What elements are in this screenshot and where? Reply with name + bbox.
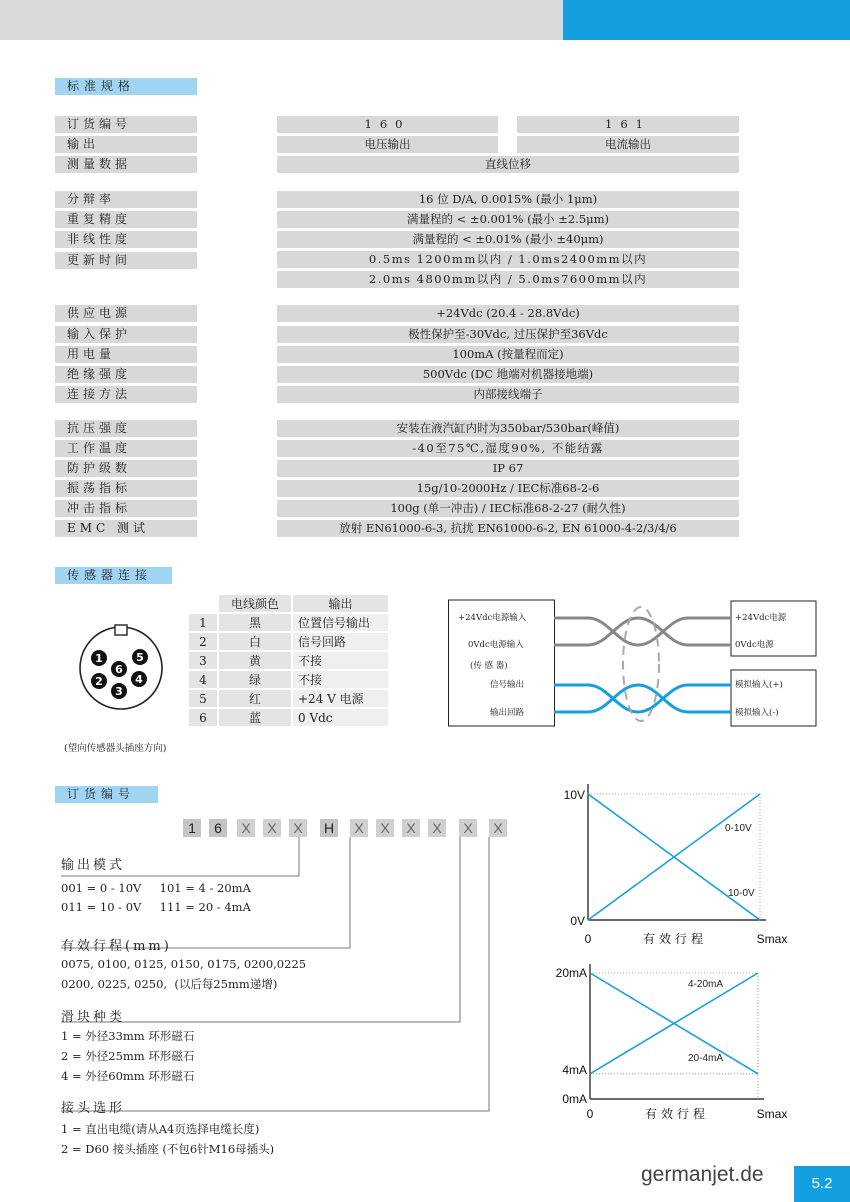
spec-value-insulation: 500Vdc (DC 地端对机器接地端) [277, 366, 739, 383]
spec-label-temp: 工作温度 [55, 440, 197, 457]
blue-wire-1 [554, 685, 731, 712]
wiring-right-label: 模拟输入(-) [735, 708, 779, 718]
spec-value-order-no-1: 160 [277, 116, 498, 133]
spec-label-order-no: 订货编号 [55, 116, 197, 133]
row-pin: 1 [189, 614, 217, 631]
group-line: 0200, 0225, 0250, (以后每25mm递增) [61, 977, 278, 991]
table-row [189, 671, 388, 688]
pin-2-label: 2 [95, 675, 103, 688]
spec-value-shock: 100g (单一冲击) / IEC标准68-2-27 (耐久性) [277, 500, 739, 517]
spec-value-vibration: 15g/10-2000Hz / IEC标准68-2-6 [277, 480, 739, 497]
spec-value-emc: 放射 EN61000-6-3, 抗扰 EN61000-6-2, EN 61000-4-2/3/4/6 [277, 520, 739, 537]
pin-3-label: 3 [115, 685, 123, 698]
blue-wires [554, 685, 731, 712]
page-number: 5.2 [794, 1166, 850, 1202]
series-label: 20-4mA [688, 1053, 724, 1064]
group-line: 1 = 直出电缆(请从A4页选择电缆长度) [61, 1122, 260, 1136]
row-color: 白 [219, 633, 291, 650]
row-pin: 3 [189, 652, 217, 669]
row-output: 位置信号输出 [293, 614, 388, 631]
spec-value-connection: 内部接线端子 [277, 386, 739, 403]
group-title-connector: 接头选形 [61, 1101, 126, 1116]
spec-label-vibration: 振荡指标 [55, 480, 197, 497]
connector-table-header [189, 595, 388, 612]
spec-label-protection: 防护级数 [55, 460, 197, 477]
spec-label-linearity: 非线性度 [55, 231, 197, 248]
row-color: 蓝 [219, 709, 291, 726]
spec-value-measure: 直线位移 [277, 156, 739, 173]
spec-label-emc: EMC 测试 [55, 520, 197, 537]
wiring-right-label: +24Vdc电源 [735, 613, 787, 623]
group-line: 001 = 0 - 10V 101 = 4 - 20mA [61, 881, 251, 895]
spec-label-power: 用电量 [55, 346, 197, 363]
current-chart [540, 960, 800, 1125]
shield-ellipse [623, 607, 659, 721]
x-tick-label: 0 [586, 1107, 594, 1121]
order-code-x: X [289, 819, 307, 837]
order-code-x: X [402, 819, 420, 837]
connector-pin-diagram [76, 622, 166, 712]
spec-value-order-no-2: 161 [517, 116, 739, 133]
order-code-digit: 6 [209, 819, 227, 837]
row-output: 不接 [293, 671, 388, 688]
spec-value-temp: -40至75℃,湿度90%, 不能结露 [277, 440, 739, 457]
group-title-stroke: 有效行程(mm) [61, 939, 172, 954]
connector-caption: (望向传感器头插座方向) [64, 743, 167, 754]
row-pin: 2 [189, 633, 217, 650]
spec-value-output-1: 电压输出 [277, 136, 498, 153]
spec-value-power: 100mA (按量程而定) [277, 346, 739, 363]
y-tick-label: 0V [570, 914, 585, 928]
spec-label-insulation: 绝缘强度 [55, 366, 197, 383]
spec-value-input-protect: 极性保护至-30Vdc, 过压保护至36Vdc [277, 326, 739, 343]
series-label: 4-20mA [688, 979, 724, 990]
x-tick-label: Smax [756, 1107, 788, 1121]
row-color: 绿 [219, 671, 291, 688]
spec-label-resolution: 分辩率 [55, 191, 197, 208]
spec-label-pressure: 抗压强度 [55, 420, 197, 437]
wiring-left-label: 0Vdc电源输入 [468, 640, 524, 650]
row-color: 黄 [219, 652, 291, 669]
y-tick-label: 20mA [555, 966, 587, 980]
order-code-digit: 1 [183, 819, 201, 837]
row-pin: 5 [189, 690, 217, 707]
wiring-left-label: +24Vdc电源输入 [458, 613, 527, 623]
row-output: +24 V 电源 [293, 690, 388, 707]
connector-key [115, 625, 127, 635]
table-row [189, 652, 388, 669]
group-line: 011 = 10 - 0V 111 = 20 - 4mA [61, 900, 251, 914]
row-pin: 4 [189, 671, 217, 688]
series-label: 10-0V [728, 888, 755, 899]
order-code-x: X [350, 819, 368, 837]
group-title-output-mode: 输出模式 [61, 858, 126, 873]
spec-label-update: 更新时间 [55, 252, 197, 269]
order-code-h: H [320, 819, 338, 837]
spec-value-pressure: 安装在液汽缸内时为350bar/530bar(峰值) [277, 420, 739, 437]
row-output: 信号回路 [293, 633, 388, 650]
gray-wire-1 [554, 618, 731, 645]
spec-label-measure: 测量数据 [55, 156, 197, 173]
spec-value-supply: +24Vdc (20.4 - 28.8Vdc) [277, 305, 739, 322]
brand-logo-text: germanjet.de [641, 1163, 764, 1186]
x-tick-label: 0 [584, 932, 592, 946]
pin-4-label: 4 [135, 673, 143, 686]
x-tick-label: Smax [756, 932, 788, 946]
header-bar-blue [563, 0, 850, 40]
blue-wire-2 [554, 685, 731, 712]
row-output: 不接 [293, 652, 388, 669]
group-line: 4 = 外径60mm 环形磁石 [61, 1069, 195, 1083]
y-tick-label: 4mA [562, 1063, 587, 1077]
order-code-x: X [237, 819, 255, 837]
section-title-sensor: 传感器连接 [55, 567, 172, 584]
x-axis-label: 有效行程 [644, 1107, 710, 1121]
order-code-x: X [489, 819, 507, 837]
row-pin: 6 [189, 709, 217, 726]
connector-table [187, 593, 390, 728]
order-code-x: X [376, 819, 394, 837]
x-axis-label: 有效行程 [642, 932, 708, 946]
row-color: 黑 [219, 614, 291, 631]
wiring-left-label: 信号输出 [490, 680, 525, 690]
spec-label-shock: 冲击指标 [55, 500, 197, 517]
pin-5-label: 5 [136, 651, 144, 664]
wiring-left-label: 输出回路 [490, 708, 525, 718]
wiring-left-label: (传 感 器) [470, 661, 508, 671]
row-output: 0 Vdc [293, 709, 388, 726]
header-wire-color: 电线颜色 [219, 595, 291, 612]
pin-6-label: 6 [115, 663, 123, 676]
spec-value-output-2: 电流输出 [517, 136, 739, 153]
spec-value-linearity: 满量程的 < ±0.01% (最小 ±40μm) [277, 231, 739, 248]
order-code-x: X [428, 819, 446, 837]
table-row [189, 633, 388, 650]
order-code-x: X [459, 819, 477, 837]
wiring-diagram [448, 598, 820, 730]
gray-wires [554, 618, 731, 645]
y-tick-label: 0mA [562, 1092, 587, 1106]
section-title-spec: 标准规格 [55, 78, 197, 95]
wiring-right-label: 模拟输入(+) [735, 680, 783, 690]
wiring-right-label: 0Vdc电源 [735, 640, 774, 650]
header-bar-gray [0, 0, 563, 40]
spec-value-update-2: 2.0ms 4800mm以内 / 5.0ms7600mm以内 [277, 271, 739, 288]
voltage-chart [540, 780, 800, 950]
spec-label-input-protect: 输入保护 [55, 326, 197, 343]
group-title-magnet: 滑块种类 [61, 1010, 126, 1025]
group-line: 2 = D60 接头插座 (不包6针M16母插头) [61, 1142, 275, 1156]
table-row [189, 614, 388, 631]
group-line: 0075, 0100, 0125, 0150, 0175, 0200,0225 [61, 957, 307, 971]
group-line: 2 = 外径25mm 环形磁石 [61, 1049, 195, 1063]
order-code-x: X [263, 819, 281, 837]
group-line: 1 = 外径33mm 环形磁石 [61, 1029, 195, 1043]
row-color: 红 [219, 690, 291, 707]
spec-label-supply: 供应电源 [55, 305, 197, 322]
gray-wire-2 [554, 618, 731, 645]
y-tick-label: 10V [563, 788, 585, 802]
series-label: 0-10V [725, 823, 752, 834]
table-row [189, 690, 388, 707]
table-row [189, 709, 388, 726]
spec-label-connection: 连接方法 [55, 386, 197, 403]
spec-label-repeat: 重复精度 [55, 211, 197, 228]
pin-1-label: 1 [95, 652, 103, 665]
spec-value-resolution: 16 位 D/A, 0.0015% (最小 1μm) [277, 191, 739, 208]
spec-value-protection: IP 67 [277, 460, 739, 477]
section-title-order: 订货编号 [55, 786, 158, 803]
spec-value-repeat: 满量程的 < ±0.001% (最小 ±2.5μm) [277, 211, 739, 228]
header-output: 输出 [293, 595, 388, 612]
spec-label-output: 输出 [55, 136, 197, 153]
spec-value-update-1: 0.5ms 1200mm以内 / 1.0ms2400mm以内 [277, 251, 739, 268]
